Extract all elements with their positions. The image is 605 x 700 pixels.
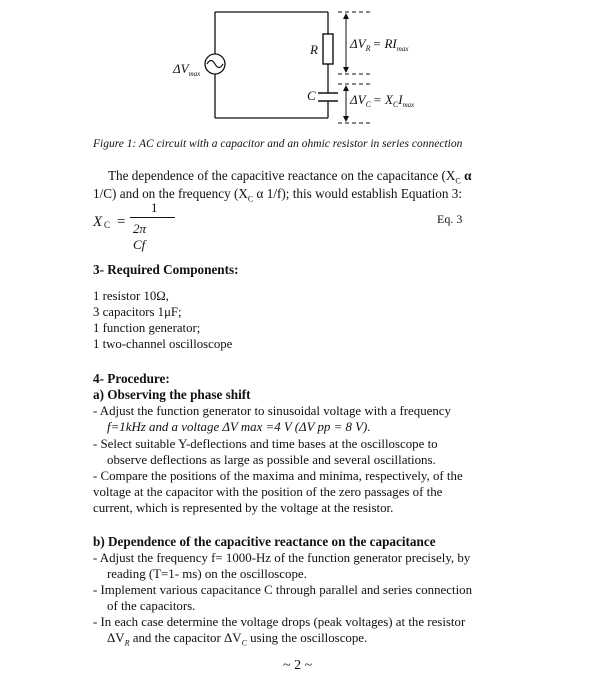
document-page: $\Delta V_{max}$ R C $\Delta V_R = RI_{max}$ $\Delta V_C = X_CI_{max}$ Figure 1: AC circuit with a capacitor and an ohmic resistor in series connection The dependence of the capacitive reactance on the capacitance ($X_C$ α 1/C) and on the frequency ($X_C$ α 1/f); this would establish Equation 3: X C = 1 2π Cf Eq. 3 3- Required Components: 1 resistor 10Ω, 3 capacitors 1μF; 1 function generator; 1 two-channel oscilloscope 4- Procedure: a) Observing the phase shift - Adjust the function generator to sinusoidal voltage with a frequency f=1kHz and a voltage ΔV max =4 V (ΔV pp = 8 V). - Select suitable Y-deflections and time bases at the oscilloscope to observe deflections as large as possible and several oscillations. - Compare the positions of the maxima and minima, respectively, of the voltage at the capacitor with the position of the zero passages of the current, which is represented by the voltage at the resistor. b) Dependence of the capacitive reactance on the capacitance - Adjust the frequency f= 1000-Hz of the function generator precisely, by reading (T=1- ms) on the oscilloscope. - Implement various capacitance C through parallel and series connection of the capacitors. - In each case determine the voltage drops (peak voltages) at the resistor $\Delta V_R$ and the capacitor $\Delta V_C$ using the oscilloscope. ~ 2 ~ [0,0,605,700]
vr-label: $\Delta V_R = RI_{max}$ [350,36,409,53]
intro-line-1: The dependence of the capacitive reactance on the capacitance ($X_C$ α [108,168,472,186]
resistor-icon [323,34,333,64]
source-label: $\Delta V_{max}$ [173,61,201,78]
ac-source-icon [205,54,225,74]
procedure-a2-line1: - Select suitable Y-deflections and time bases at the oscilloscope to [93,437,438,451]
procedure-heading: 4- Procedure: [93,371,170,386]
equation-label: Eq. 3 [437,212,463,226]
page-number: ~ 2 ~ [283,658,313,673]
circuit-diagram [160,0,460,132]
procedure-a3-line1: - Compare the positions of the maxima and minima, respectively, of the [93,469,463,483]
procedure-a3-line3: current, which is represented by the voltage at the resistor. [93,501,394,515]
component-item: 1 two-channel oscilloscope [93,337,233,351]
procedure-a1-line1: - Adjust the function generator to sinusoidal voltage with a frequency [93,404,451,418]
procedure-subheading-a: a) Observing the phase shift [93,387,251,402]
procedure-a1-line2: f=1kHz and a voltage ΔV max =4 V (ΔV pp = 8 V). [107,420,371,434]
figure-caption: Figure 1: AC circuit with a capacitor and an ohmic resistor in series connection [93,138,463,150]
capacitor-label: C [307,88,316,103]
components-heading: 3- Required Components: [93,262,239,277]
component-item: 3 capacitors 1μF; [93,305,182,319]
capacitor-icon [318,93,338,101]
procedure-b1-line1: - Adjust the frequency f= 1000-Hz of the function generator precisely, by [93,551,471,565]
procedure-b3-line1: - In each case determine the voltage drops (peak voltages) at the resistor [93,615,466,629]
vc-label: $\Delta V_C = X_CI_{max}$ [350,92,415,109]
procedure-b1-line2: reading (T=1- ms) on the oscilloscope. [107,567,307,581]
procedure-b2-line1: - Implement various capacitance C through parallel and series connection [93,583,473,597]
procedure-b2-line2: of the capacitors. [107,599,196,613]
procedure-b3-line2: $\Delta V_R$ and the capacitor $\Delta V_C$ using the oscilloscope. [107,631,368,648]
intro-line-2: 1/C) and on the frequency ($X_C$ α 1/f); this would establish Equation 3: [93,186,462,204]
procedure-subheading-b: b) Dependence of the capacitive reactance on the capacitance [93,534,436,549]
component-item: 1 resistor 10Ω, [93,289,169,303]
component-item: 1 function generator; [93,321,201,335]
resistor-label: R [310,42,318,57]
procedure-a2-line2: observe deflections as large as possible and several oscillations. [107,453,436,467]
procedure-a3-line2: voltage at the capacitor with the position of the zero passages of the [93,485,443,499]
